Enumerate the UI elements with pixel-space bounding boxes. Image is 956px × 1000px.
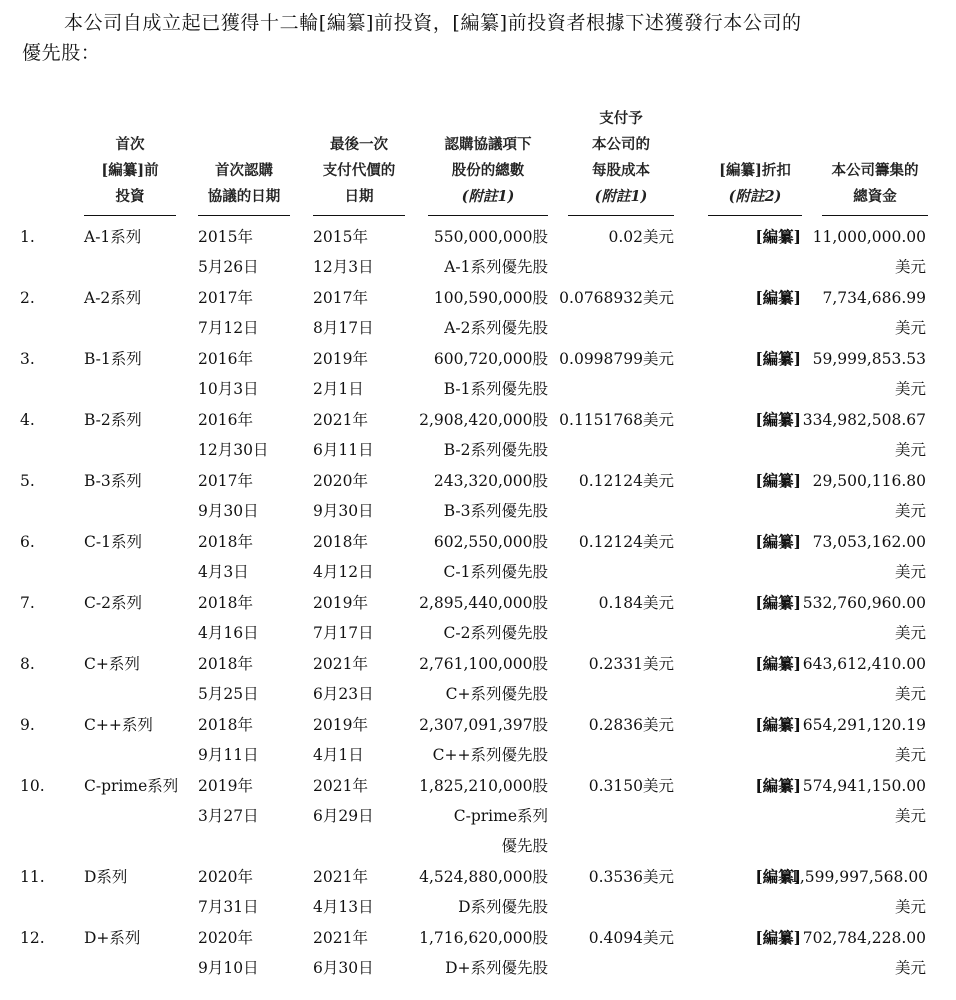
intro-line-2: 優先股： (22, 42, 101, 64)
row-share-class: D系列優先股 (458, 898, 548, 916)
header-cost (568, 106, 674, 210)
row-discount: [編纂] (755, 928, 801, 947)
row-total: 1,599,997,568.00 (790, 868, 929, 886)
row-last-payment-year: 2019年 (313, 594, 368, 612)
header-line: 本公司的 (592, 136, 650, 153)
row-shares: 2,307,091,397股 (419, 716, 548, 734)
row-total-unit: 美元 (894, 746, 926, 764)
row-total: 702,784,228.00 (802, 929, 926, 947)
row-first-date-day: 3月27日 (198, 807, 259, 825)
row-cost: 0.12124美元 (578, 472, 674, 490)
header-line: 首次 (115, 136, 145, 153)
header-rule (708, 215, 802, 216)
row-last-payment-day: 6月23日 (313, 685, 374, 703)
header-rule (428, 215, 548, 216)
header-rule (198, 215, 290, 216)
row-last-payment-year: 2018年 (313, 533, 368, 551)
row-last-payment-day: 9月30日 (313, 502, 374, 520)
row-cost: 0.2836美元 (588, 716, 674, 734)
header-line: 本公司籌集的 (831, 162, 919, 179)
row-shares: 243,320,000股 (433, 472, 548, 490)
row-share-class: B-3系列優先股 (443, 502, 548, 520)
row-cost: 0.2331美元 (588, 655, 674, 673)
row-cost: 0.3536美元 (588, 868, 674, 886)
header-discount (708, 158, 802, 210)
row-last-payment-day: 7月17日 (313, 624, 374, 642)
row-series: A-1系列 (84, 228, 142, 246)
row-total: 11,000,000.00 (812, 228, 926, 246)
row-total: 73,053,162.00 (812, 533, 926, 551)
header-line: 支付代價的 (322, 162, 396, 179)
row-shares: 1,716,620,000股 (419, 929, 548, 947)
row-first-date-year: 2020年 (198, 868, 253, 886)
row-total: 654,291,120.19 (802, 716, 926, 734)
row-discount: [編纂] (755, 776, 801, 795)
row-share-class: C++系列優先股 (432, 746, 548, 764)
row-share-class: C-prime系列 (453, 807, 548, 825)
header-line: 日期 (344, 188, 374, 205)
row-first-date-day: 9月11日 (198, 746, 259, 764)
header-rule (822, 215, 928, 216)
row-first-date-day: 12月30日 (198, 441, 269, 459)
row-cost: 0.0768932美元 (559, 289, 674, 307)
row-shares: 550,000,000股 (433, 228, 548, 246)
row-first-date-year: 2018年 (198, 716, 253, 734)
row-cost: 0.02美元 (608, 228, 674, 246)
row-last-payment-day: 2月1日 (313, 380, 364, 398)
row-last-payment-day: 6月29日 (313, 807, 374, 825)
row-last-payment-year: 2019年 (313, 350, 368, 368)
row-last-payment-day: 6月11日 (313, 441, 374, 459)
row-first-date-day: 10月3日 (198, 380, 259, 398)
row-total-unit: 美元 (894, 319, 926, 337)
row-series: C+系列 (84, 655, 140, 673)
header-line: 投資 (115, 188, 145, 205)
header-line: (附註1) (461, 188, 515, 205)
header-rule (568, 215, 674, 216)
row-last-payment-day: 4月12日 (313, 563, 374, 581)
row-first-date-year: 2018年 (198, 533, 253, 551)
row-last-payment-year: 2017年 (313, 289, 368, 307)
row-first-date-day: 5月26日 (198, 258, 259, 276)
row-total-unit: 美元 (894, 959, 926, 977)
row-number: 9. (20, 716, 35, 734)
row-series: B-1系列 (84, 350, 142, 368)
header-rule (313, 215, 405, 216)
row-series: C-1系列 (84, 533, 142, 551)
row-shares: 600,720,000股 (433, 350, 548, 368)
row-last-payment-day: 6月30日 (313, 959, 374, 977)
row-discount: [編纂] (755, 654, 801, 673)
row-first-date-year: 2018年 (198, 594, 253, 612)
header-first-date (198, 158, 290, 210)
row-number: 8. (20, 655, 35, 673)
row-number: 1. (20, 228, 35, 246)
row-total-unit: 美元 (894, 258, 926, 276)
row-shares: 602,550,000股 (433, 533, 548, 551)
row-first-date-year: 2019年 (198, 777, 253, 795)
row-total: 643,612,410.00 (802, 655, 926, 673)
header-line: [編纂]折扣 (719, 162, 791, 179)
row-number: 3. (20, 350, 35, 368)
row-last-payment-year: 2015年 (313, 228, 368, 246)
row-series: D+系列 (84, 929, 141, 947)
row-total-unit: 美元 (894, 441, 926, 459)
row-last-payment-year: 2019年 (313, 716, 368, 734)
row-share-class: A-1系列優先股 (444, 258, 548, 276)
row-total-unit: 美元 (894, 563, 926, 581)
row-total: 7,734,686.99 (822, 289, 926, 307)
row-series: B-2系列 (84, 411, 142, 429)
header-shares (428, 132, 548, 210)
row-number: 6. (20, 533, 35, 551)
header-investment (84, 132, 176, 210)
row-series: D系列 (84, 868, 128, 886)
row-cost: 0.12124美元 (578, 533, 674, 551)
row-total: 574,941,150.00 (802, 777, 926, 795)
header-line: 最後一次 (330, 136, 388, 153)
row-last-payment-year: 2020年 (313, 472, 368, 490)
row-first-date-day: 9月10日 (198, 959, 259, 977)
row-number: 10. (20, 777, 45, 795)
header-line: 支付予 (599, 110, 643, 127)
row-first-date-year: 2016年 (198, 350, 253, 368)
row-total: 59,999,853.53 (812, 350, 926, 368)
row-total: 334,982,508.67 (802, 411, 926, 429)
row-total-unit: 美元 (894, 685, 926, 703)
row-series: C-prime系列 (84, 777, 179, 795)
row-total-unit: 美元 (894, 624, 926, 642)
row-number: 4. (20, 411, 35, 429)
row-last-payment-day: 4月13日 (313, 898, 374, 916)
row-share-class: C-1系列優先股 (443, 563, 548, 581)
row-first-date-year: 2018年 (198, 655, 253, 673)
row-shares: 2,895,440,000股 (419, 594, 548, 612)
row-discount: [編纂] (755, 715, 801, 734)
row-cost: 0.1151768美元 (559, 411, 674, 429)
row-total: 532,760,960.00 (802, 594, 926, 612)
row-number: 5. (20, 472, 35, 490)
row-number: 2. (20, 289, 35, 307)
row-last-payment-year: 2021年 (313, 929, 368, 947)
row-last-payment-day: 12月3日 (313, 258, 374, 276)
row-share-class: C+系列優先股 (445, 685, 548, 703)
header-rule (84, 215, 176, 216)
row-series: B-3系列 (84, 472, 142, 490)
row-last-payment-year: 2021年 (313, 411, 368, 429)
row-share-class: C-2系列優先股 (443, 624, 548, 642)
row-series: A-2系列 (84, 289, 142, 307)
row-series: C-2系列 (84, 594, 142, 612)
row-first-date-year: 2020年 (198, 929, 253, 947)
row-last-payment-year: 2021年 (313, 777, 368, 795)
intro-line-1: 本公司自成立起已獲得十二輪[編纂]前投資，[編纂]前投資者根據下述獲發行本公司的 (64, 12, 802, 34)
row-first-date-year: 2015年 (198, 228, 253, 246)
header-line: 股份的總數 (451, 162, 525, 179)
row-number: 12. (20, 929, 45, 947)
row-shares: 100,590,000股 (433, 289, 548, 307)
row-cost: 0.0998799美元 (559, 350, 674, 368)
row-number: 7. (20, 594, 35, 612)
header-line: 每股成本 (592, 162, 650, 179)
row-first-date-day: 7月31日 (198, 898, 259, 916)
header-last-payment (313, 132, 405, 210)
header-line: 認購協議項下 (444, 136, 532, 153)
row-discount: [編纂] (755, 593, 801, 612)
row-share-class: D+系列優先股 (445, 959, 548, 977)
row-number: 11. (20, 868, 45, 886)
row-last-payment-year: 2021年 (313, 655, 368, 673)
row-total: 29,500,116.80 (812, 472, 926, 490)
row-total-unit: 美元 (894, 807, 926, 825)
row-first-date-year: 2017年 (198, 289, 253, 307)
intro-paragraph (22, 8, 942, 68)
row-share-class: B-2系列優先股 (443, 441, 548, 459)
row-last-payment-year: 2021年 (313, 868, 368, 886)
header-line: 首次認購 (215, 162, 273, 179)
row-shares: 2,761,100,000股 (419, 655, 548, 673)
header-line: [編纂]前 (101, 162, 159, 179)
row-discount: [編纂] (755, 410, 801, 429)
row-cost: 0.184美元 (598, 594, 674, 612)
row-discount: [編纂] (755, 532, 801, 551)
row-last-payment-day: 8月17日 (313, 319, 374, 337)
header-line: 總資金 (853, 188, 897, 205)
row-first-date-year: 2017年 (198, 472, 253, 490)
row-cost: 0.3150美元 (588, 777, 674, 795)
header-line: (附註2) (728, 188, 782, 205)
row-series: C++系列 (84, 716, 153, 734)
header-line: 協議的日期 (207, 188, 281, 205)
row-first-date-day: 5月25日 (198, 685, 259, 703)
row-first-date-year: 2016年 (198, 411, 253, 429)
row-discount: [編纂] (755, 349, 801, 368)
row-discount: [編纂] (755, 867, 801, 886)
row-discount: [編纂] (755, 288, 801, 307)
row-discount: [編纂] (755, 227, 801, 246)
row-cost: 0.4094美元 (588, 929, 674, 947)
row-share-class: 優先股 (501, 837, 548, 855)
row-total-unit: 美元 (894, 380, 926, 398)
row-first-date-day: 7月12日 (198, 319, 259, 337)
header-line: (附註1) (594, 188, 648, 205)
row-shares: 4,524,880,000股 (419, 868, 548, 886)
row-shares: 2,908,420,000股 (419, 411, 548, 429)
row-first-date-day: 9月30日 (198, 502, 259, 520)
row-discount: [編纂] (755, 471, 801, 490)
row-first-date-day: 4月3日 (198, 563, 249, 581)
row-first-date-day: 4月16日 (198, 624, 259, 642)
row-shares: 1,825,210,000股 (419, 777, 548, 795)
row-total-unit: 美元 (894, 502, 926, 520)
row-share-class: B-1系列優先股 (443, 380, 548, 398)
row-last-payment-day: 4月1日 (313, 746, 364, 764)
header-total (822, 158, 928, 210)
row-share-class: A-2系列優先股 (444, 319, 548, 337)
row-total-unit: 美元 (894, 898, 926, 916)
